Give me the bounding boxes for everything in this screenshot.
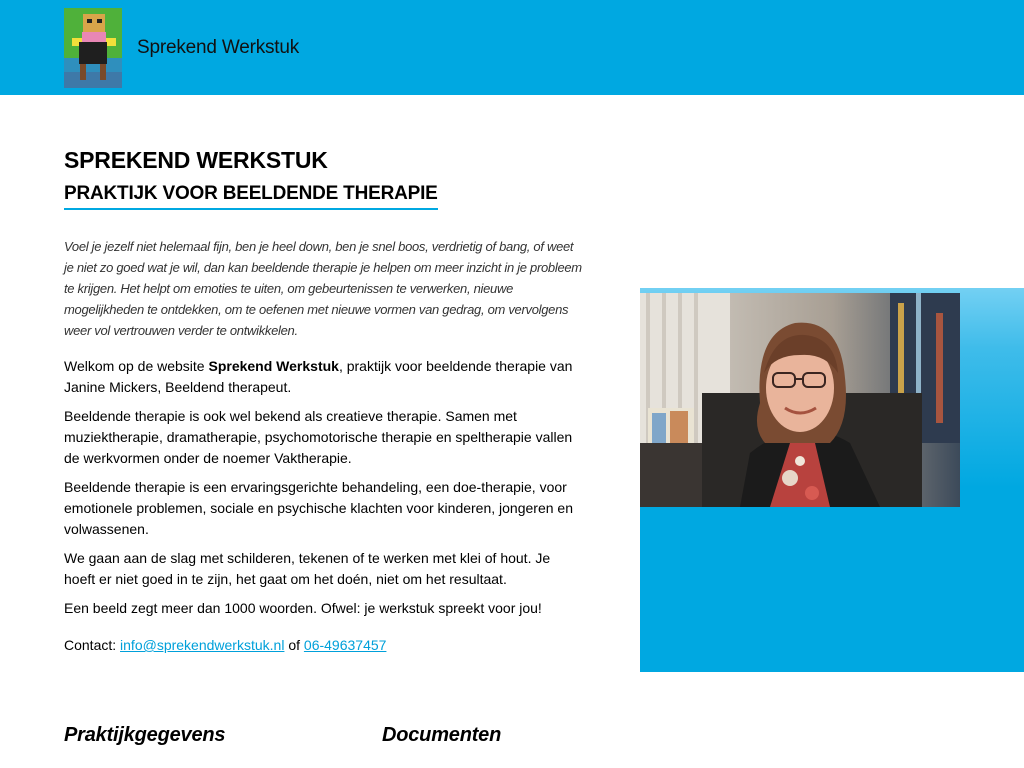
welcome-paragraph [64,356,584,398]
paragraph-treatment: Beeldende therapie is een ervaringsgerichte behandeling, een doe-therapie, voor emotionele problemen, sociale en psychische klachten voor kinderen, jongeren en volwassenen. [64,479,573,537]
site-title-link[interactable]: Sprekend Werkstuk [137,37,300,58]
welcome-brand-name: Sprekend Werkstuk [208,358,339,374]
logo-link[interactable] [64,8,122,88]
contact-label: Contact: [64,637,121,653]
email-link[interactable]: info@sprekendwerkstuk.nl [120,637,285,653]
contact-line [64,635,584,656]
contact-separator: of [284,637,304,653]
page-subtitle: PRAKTIJK VOOR BEELDENDE THERAPIE [64,183,438,210]
therapist-photo [640,293,960,507]
footer-heading-documenten: Documenten [382,724,502,746]
robot-artwork-icon [64,8,122,88]
footer-heading-praktijkgegevens: Praktijkgegevens [64,724,226,746]
page-title: SPREKEND WERKSTUK [64,147,328,173]
paragraph-creative-therapy: Beeldende therapie is ook wel bekend als creatieve therapie. Samen met muziektherapie, dramatherapie, psychomotorische therapie en speltherapie vallen de werkvormen onder de noemer Vaktherapie. [64,408,573,466]
paragraph-slogan: Een beeld zegt meer dan 1000 woorden. Ofwel: je werkstuk spreekt voor jou! [64,600,542,616]
content-body [64,356,584,664]
paragraph-activities: We gaan aan de slag met schilderen, tekenen of te werken met klei of hout. Je hoeft er niet goed in te zijn, het gaat om het doén, niet om het resultaat. [64,550,551,587]
welcome-text-end: , praktijk voor beeldende therapie van Janine Mickers, Beeldend therapeut. [64,358,573,395]
therapist-portrait-icon [640,293,960,507]
site-header [0,0,1024,95]
welcome-text-start: Welkom op de website [64,358,209,374]
phone-link[interactable]: 06-49637457 [303,637,387,653]
intro-text: Voel je jezelf niet helemaal fijn, ben je heel down, ben je snel boos, verdrietig of bang, of weet je niet zo goed wat je wil, dan kan beeldende therapie je helpen om meer inzicht in je probleem te krijgen. Het helpt om emoties te uiten, om gebeurtenissen te verwerken, nieuwe mogelijkheden te ontdekken, om te oefenen met nieuwe vormen van gedrag, om vervolgens weer vol vertrouwen verder te ontwikkelen. [64,239,582,338]
